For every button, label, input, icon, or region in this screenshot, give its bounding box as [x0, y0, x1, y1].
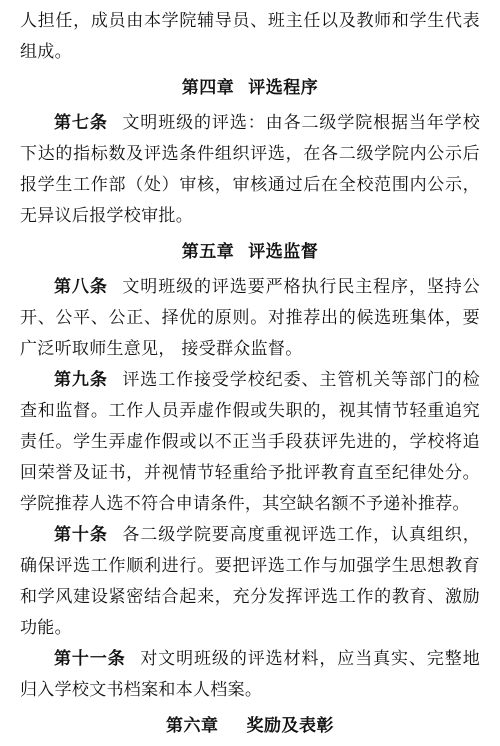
article-11 [20, 644, 480, 706]
article-8-label: 第八条 [54, 277, 108, 297]
chapter-5-title: 评选监督 [248, 242, 319, 262]
article-9-text: 评选工作接受学校纪委、主管机关等部门的检查和监督。工作人员弄虚作假或失职的，视其情节轻重追究责任。学生弄虚作假或以不正当手段获评先进的，学校将追回荣誉及证书，并视情节轻重给予批评教育直至纪律处分。学院推荐人选不符合申请条件，其空缺名额不予递补推荐。 [20, 370, 481, 514]
chapter-5-number: 第五章 [181, 242, 235, 262]
chapter-4-title: 评选程序 [248, 78, 319, 98]
article-7-text: 文明班级的评选：由各二级学院根据当年学校下达的指标数及评选条件组织评选，在各二级学院内公示后报学生工作部（处）审核，审核通过后在全校范围内公示，无异议后报学校审批。 [20, 113, 481, 226]
article-11-text: 对文明班级的评选材料，应当真实、完整地归入学校文书档案和本人档案。 [20, 649, 480, 700]
chapter-6-title: 奖励及表彰 [246, 716, 334, 736]
chapter-6-heading [20, 711, 480, 742]
article-9 [20, 365, 480, 520]
article-11-label: 第十一条 [54, 649, 126, 669]
article-10 [20, 520, 480, 644]
intro-paragraph [20, 6, 480, 68]
intro-text: 人担任，成员由本学院辅导员、班主任以及教师和学生代表组成。 [20, 11, 480, 62]
chapter-6-number: 第六章 [166, 716, 219, 736]
article-7 [20, 108, 480, 232]
chapter-4-heading [20, 73, 480, 104]
article-10-label: 第十条 [54, 525, 108, 545]
article-7-label: 第七条 [54, 113, 108, 133]
article-9-label: 第九条 [54, 370, 108, 390]
document-page [20, 6, 480, 746]
chapter-5-heading [20, 237, 480, 268]
chapter-4-number: 第四章 [181, 78, 235, 98]
article-8 [20, 272, 480, 365]
article-8-text: 文明班级的评选要严格执行民主程序，坚持公开、公平、公正、择优的原则。对推荐出的候选班集体，要广泛听取师生意见， 接受群众监督。 [20, 277, 481, 359]
article-10-text: 各二级学院要高度重视评选工作，认真组织，确保评选工作顺利进行。要把评选工作与加强学生思想教育和学风建设紧密结合起来，充分发挥评选工作的教育、激励功能。 [20, 525, 481, 638]
